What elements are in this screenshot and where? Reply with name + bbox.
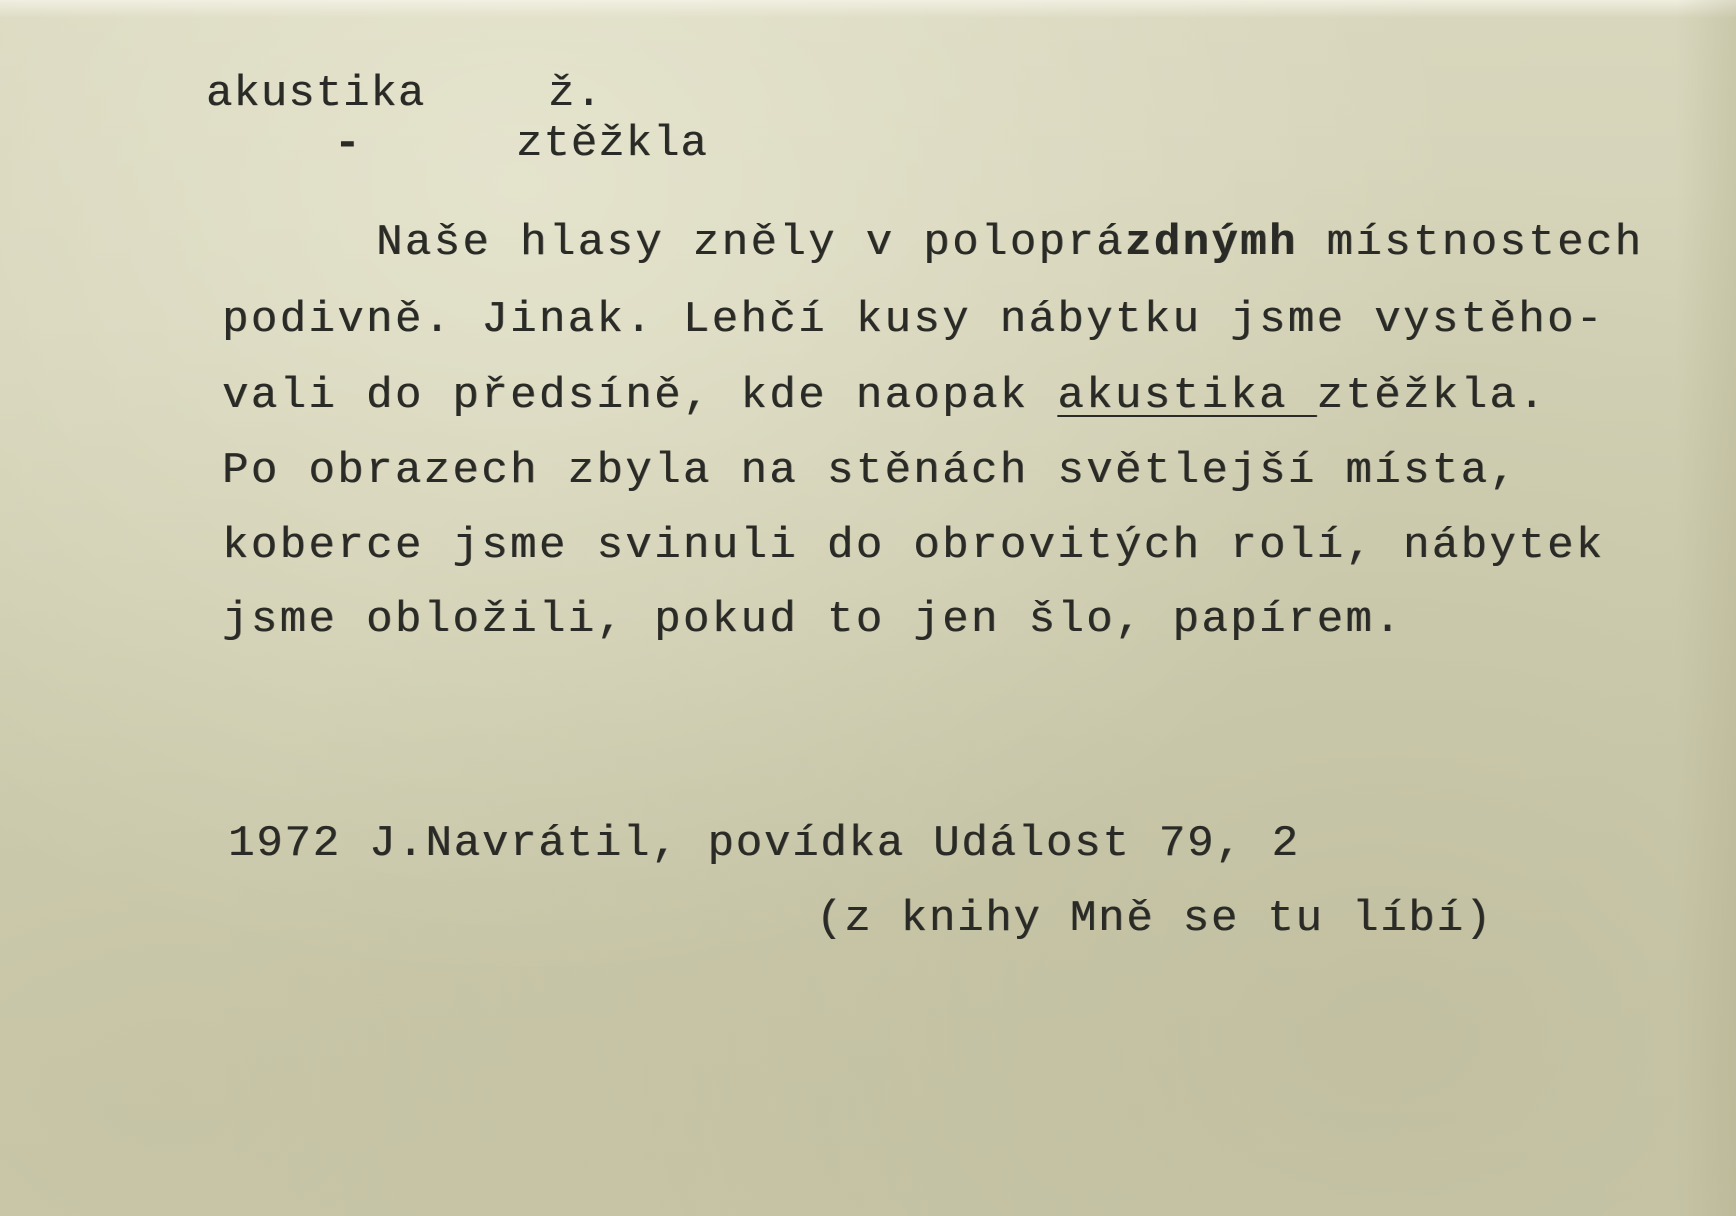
quote-line-2: podivně. Jinak. Lehčí kusy nábytku jsme vystěho- [222, 295, 1605, 345]
quote-line-6: jsme obložili, pokud to jen šlo, papírem. [222, 595, 1403, 645]
quote-line-1 [376, 218, 1644, 268]
underlined-headword: akustika [1057, 371, 1317, 421]
headword-dash: - [334, 119, 362, 169]
grammatical-gender: ž. [548, 69, 603, 119]
quote-line-3-end: ztěžkla. [1316, 371, 1548, 421]
quote-line-1-start: Naše hlasy zněly v poloprá [376, 218, 1125, 268]
quote-line-1-end: místnostech [1297, 218, 1644, 268]
quote-line-5: koberce jsme svinuli do obrovitých rolí, nábytek [222, 521, 1605, 571]
quote-line-4: Po obrazech zbyla na stěnách světlejší místa, [222, 446, 1519, 496]
headword: akustika [206, 69, 426, 119]
quote-line-3 [222, 371, 1548, 421]
source-citation: 1972 J.Navrátil, povídka Událost 79, 2 [228, 819, 1300, 869]
collocation-word: ztěžkla [516, 119, 708, 169]
overtyped-correction: zdnýmh [1124, 218, 1298, 268]
quote-line-3-start: vali do předsíně, kde naopak [222, 371, 1058, 421]
source-book-note: (z knihy Mně se tu líbí) [816, 894, 1493, 944]
